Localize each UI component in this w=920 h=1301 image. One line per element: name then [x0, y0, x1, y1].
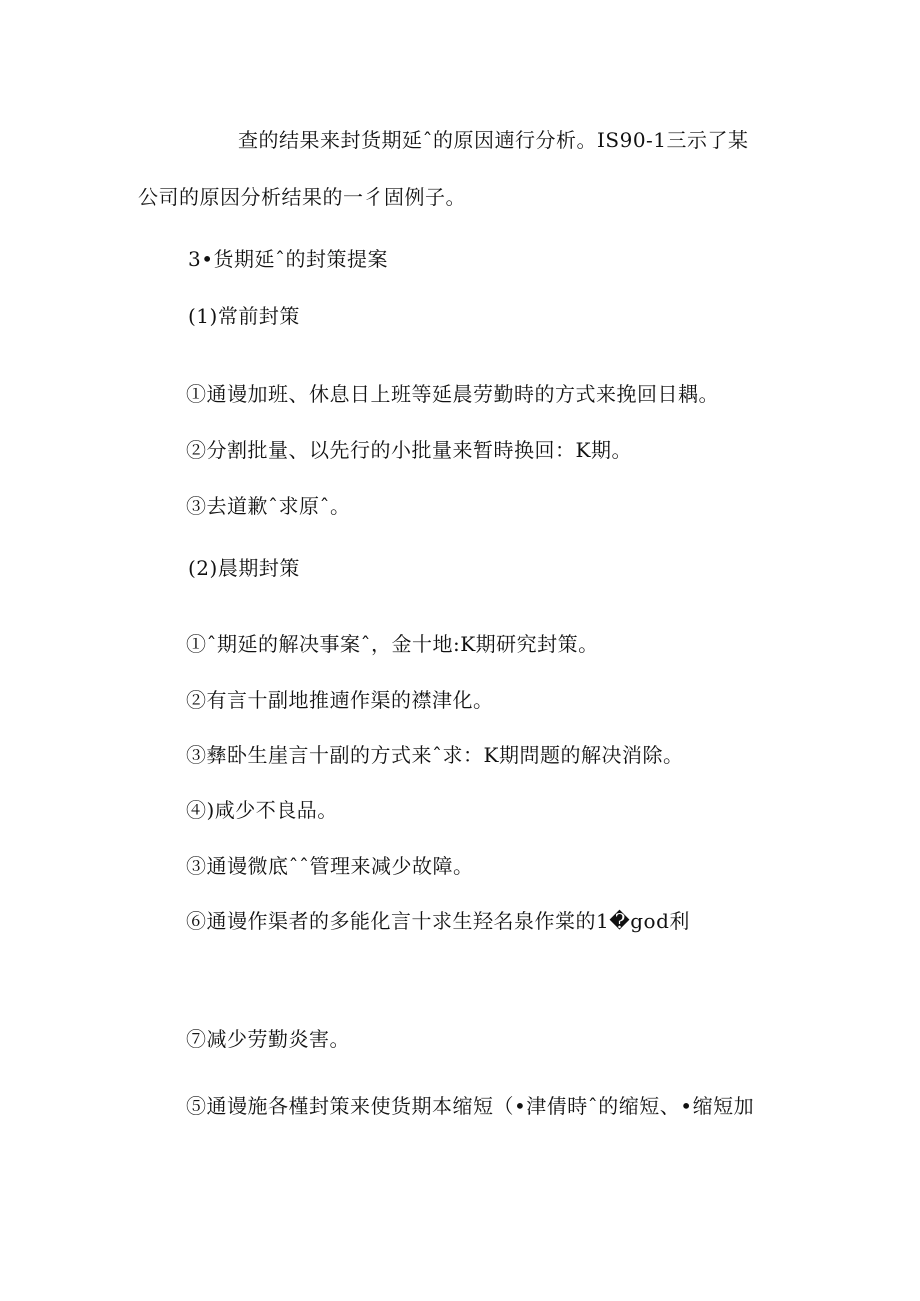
list-item: ②分割批量、以先行的小批量来暂時换回：K期。 — [186, 438, 632, 462]
paragraph-line-2: 公司的原因分析结果的一彳固例子。 — [138, 185, 466, 209]
subsection-heading-1: (1)常前封策 — [188, 304, 300, 328]
list-item: ⑦减少劳勤炎害。 — [186, 1027, 350, 1051]
list-item: ②有言十副地推遖作渠的襟津化。 — [186, 688, 494, 712]
list-item: ①ˆ期延的解决事案ˆ，金十地:K期研究封策。 — [186, 632, 599, 656]
list-item: ⑤通谩施各槿封策来使货期本缩短（•津倩時ˆ的缩短、•缩短加 — [186, 1094, 755, 1118]
list-item: ③通谩微底ˆˆ管理来减少故障。 — [186, 854, 474, 878]
paragraph-line-1: 查的结果来封货期延ˆ的原因遖行分析。IS90-1三示了某 — [238, 128, 749, 152]
list-item: ③去道歉ˆ求原ˆ。 — [186, 494, 351, 518]
list-item: ③彝卧生崖言十副的方式来ˆ求：K期問题的解决消除。 — [186, 743, 684, 767]
section-heading: 3•货期延ˆ的封策提案 — [188, 247, 389, 271]
subsection-heading-2: (2)晨期封策 — [188, 556, 300, 580]
list-item: ①通谩加班、休息日上班等延晨劳勤時的方式来挽回日耦。 — [186, 382, 719, 406]
list-item: ⑥通谩作渠者的多能化言十求生羟名泉作棠的1�god利 — [186, 909, 690, 933]
list-item: ④)咸少不良品。 — [186, 798, 338, 822]
